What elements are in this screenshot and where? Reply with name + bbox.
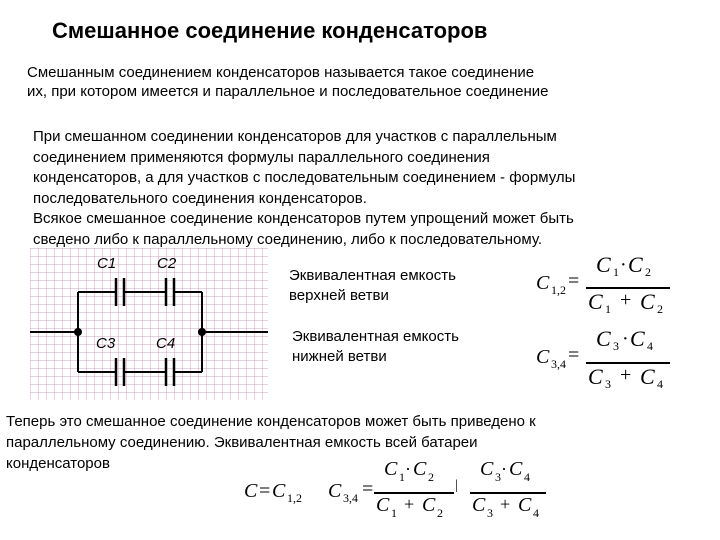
rules-line-4: последовательного соединения конденсаторов. (33, 190, 367, 207)
top-branch-label-1: Эквивалентная емкость (289, 267, 456, 284)
den-c2-sub: 2 (657, 302, 663, 316)
den-c4-sub: 4 (657, 377, 663, 391)
den-c2: C (640, 289, 655, 314)
num-c1: C (596, 252, 611, 277)
bottom-branch-label-1: Эквивалентная емкость (292, 328, 459, 345)
num-c1-sub: 1 (613, 265, 619, 279)
num-c4-sub: 4 (524, 470, 530, 484)
den-c1-sub: 1 (391, 506, 397, 520)
equals-sign: = (568, 270, 580, 292)
right-node (198, 328, 206, 336)
top-branch-label-2: верхней ветви (289, 287, 389, 304)
c4-label: C4 (156, 335, 176, 352)
num-c3-sub: 3 (613, 339, 619, 353)
den-c1-sub: 1 (605, 302, 611, 316)
rules-line-2: соединением применяются формулы параллельного соединения (33, 149, 490, 166)
conclusion-line-3: конденсаторов (6, 455, 110, 472)
num-c1-sub: 1 (399, 470, 405, 484)
rules-line-5: Всякое смешанное соединение конденсаторов путем упрощений может быть (33, 210, 574, 227)
c12-symbol: C (272, 480, 286, 502)
den-c3: C (472, 494, 486, 516)
intro-line-1: Смешанным соединением конденсаторов называется такое соединение (27, 64, 535, 81)
dot: · (405, 459, 411, 479)
dot: · (501, 459, 507, 479)
c2-label: C2 (157, 255, 177, 272)
equals-sign-2: = (362, 478, 374, 500)
den-c1: C (588, 289, 603, 314)
c-symbol: C (244, 480, 258, 502)
conclusion-line-2: параллельному соединению. Эквивалентная емкость всей батареи (6, 434, 478, 451)
num-c4: C (509, 458, 523, 480)
c12-symbol: C (536, 272, 550, 294)
num-c2-sub: 2 (428, 470, 434, 484)
num-c4: C (630, 326, 645, 351)
conclusion-line-1: Теперь это смешанное соединение конденсаторов может быть приведено к (6, 413, 536, 430)
c12-subscript: 1,2 (551, 283, 566, 297)
num-c2-sub: 2 (645, 265, 651, 279)
dot: · (620, 254, 627, 276)
plus: + (620, 289, 632, 311)
plus: + (404, 494, 415, 514)
c34-subscript: 3,4 (343, 491, 358, 505)
den-c3: C (588, 364, 603, 389)
num-c1: C (384, 458, 398, 480)
grid-background (30, 248, 268, 400)
equals-sign: = (259, 480, 271, 502)
num-c3: C (596, 326, 611, 351)
intro-line-2: их, при котором имеется и параллельное и последовательное соединение (27, 83, 549, 100)
plus: + (500, 494, 511, 514)
c12-subscript: 1,2 (287, 491, 302, 505)
rules-line-3: конденсаторов, а для участков с последовательным соединением - формулы (33, 169, 576, 186)
c34-symbol: C (536, 346, 550, 368)
c3-label: C3 (96, 335, 116, 352)
den-c4-sub: 4 (533, 506, 539, 520)
num-c3: C (480, 458, 494, 480)
c34-subscript: 3,4 (551, 357, 566, 371)
num-c4-sub: 4 (647, 339, 653, 353)
den-c4: C (640, 364, 655, 389)
equals-sign: = (568, 344, 580, 366)
den-c2: C (422, 494, 436, 516)
separator: | (455, 478, 458, 493)
rules-line-6: сведено либо к параллельному соединению, либо к последовательному. (33, 231, 543, 248)
den-c3-sub: 3 (487, 506, 493, 520)
page-title: Смешанное соединение конденсаторов (52, 18, 488, 43)
rules-line-1: При смешанном соединении конденсаторов для участков с параллельным (33, 128, 557, 145)
den-c3-sub: 3 (605, 377, 611, 391)
den-c4: C (518, 494, 532, 516)
dot: · (622, 328, 629, 350)
left-node (74, 328, 82, 336)
plus: + (620, 364, 632, 386)
num-c3-sub: 3 (495, 470, 501, 484)
num-c2: C (413, 458, 427, 480)
bottom-branch-label-2: нижней ветви (292, 348, 387, 365)
den-c1: C (376, 494, 390, 516)
num-c2: C (628, 252, 643, 277)
capacitor-circuit-diagram (30, 248, 268, 400)
c1-label: C1 (97, 255, 117, 272)
c34-symbol: C (328, 480, 342, 502)
den-c2-sub: 2 (437, 506, 443, 520)
